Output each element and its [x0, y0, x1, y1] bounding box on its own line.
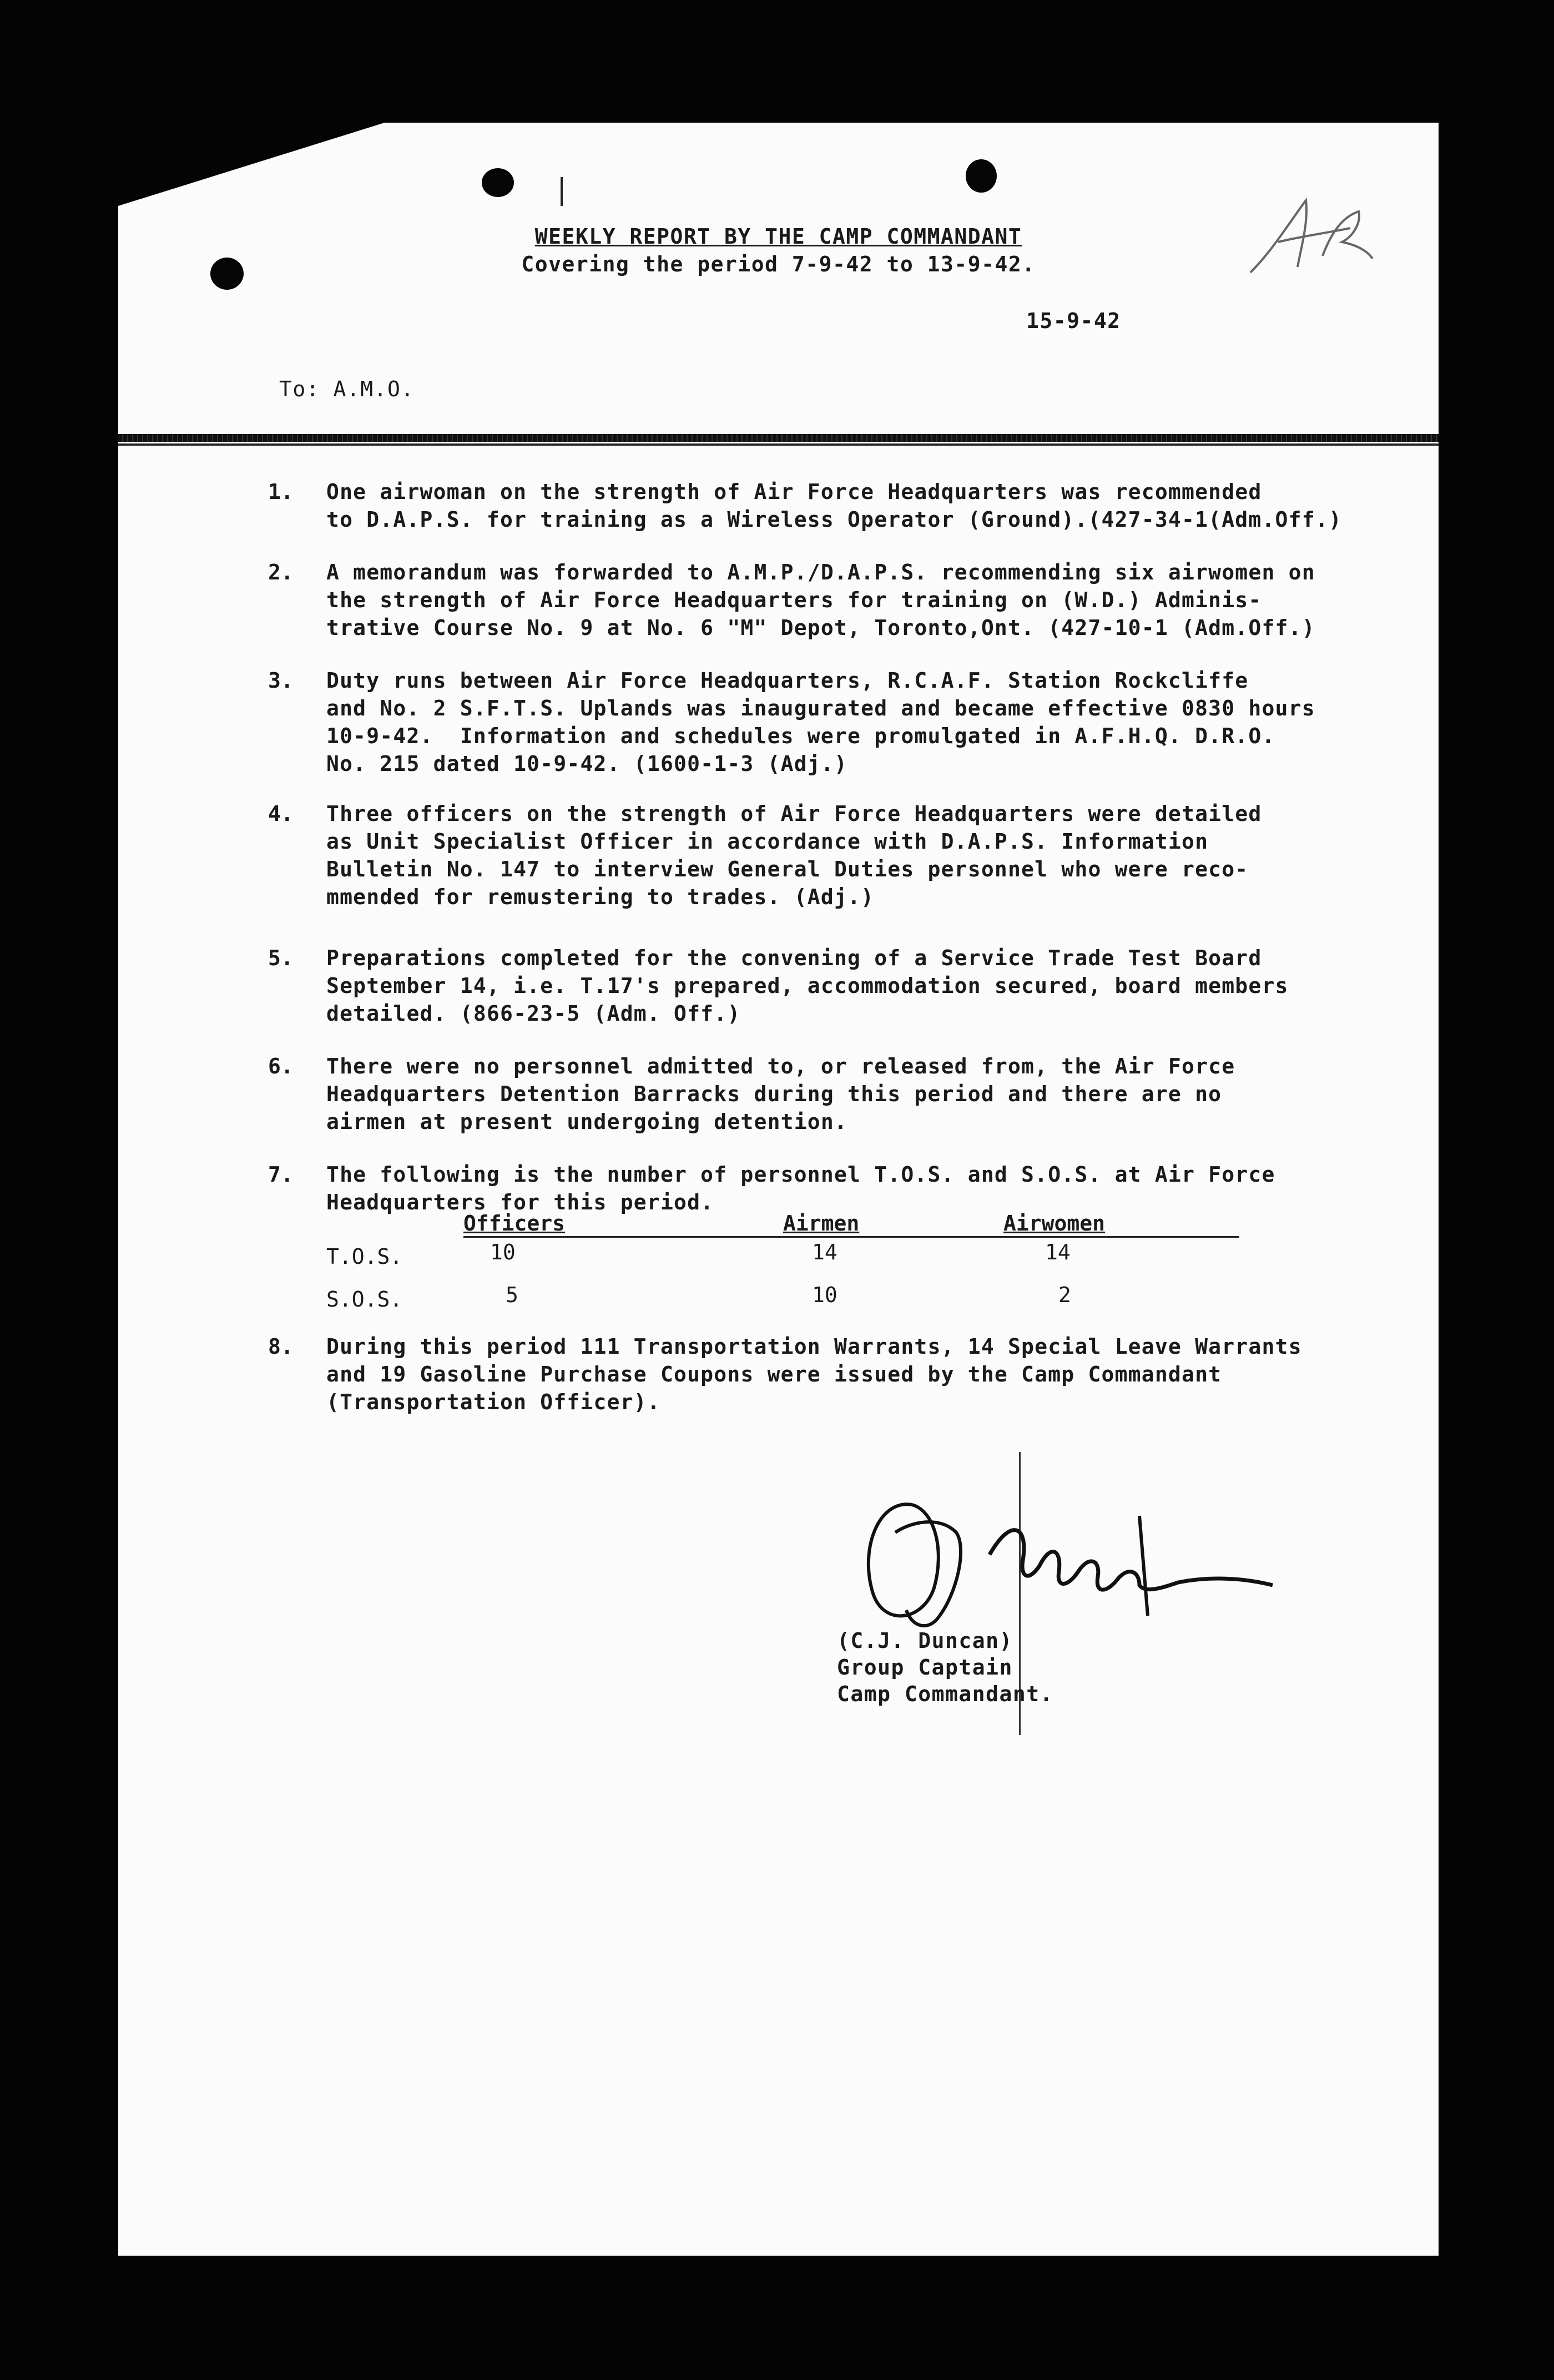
item-7-text: The following is the number of personnel T.O.S. and S.O.S. at Air Force Headquarters for this period. — [326, 1162, 1275, 1214]
tos-airmen: 14 — [812, 1240, 837, 1264]
report-date: 15-9-42 — [1026, 309, 1121, 333]
pencil-mark — [561, 177, 563, 206]
item-number: 7. — [268, 1162, 294, 1187]
item-3-text: Duty runs between Air Force Headquarters, R.C.A.F. Station Rockcliffe and No. 2 S.F.T.S. Uplands was inaugurated and became effective 0830 hours 10-9-42. Information and schedules were promulgated in A.F.H.Q. D.R.O. No. 215 dated 10-9-42. (1600-1-3 (Adj.) — [326, 668, 1315, 776]
item-number: 1. — [268, 480, 294, 504]
column-header-airmen: Airmen — [783, 1211, 860, 1236]
item-8-text: During this period 111 Transportation Warrants, 14 Special Leave Warrants and 19 Gasoline Purchase Coupons were issued by the Camp Commandant (Transportation Officer). — [326, 1334, 1302, 1414]
table-header-rule — [463, 1236, 1239, 1238]
item-1-text: One airwoman on the strength of Air Force Headquarters was recommended to D.A.P.S. for training as a Wireless Operator (Ground).(427-34-1(Adm.Off.) — [326, 480, 1342, 532]
report-period: Covering the period 7-9-42 to 13-9-42. — [521, 252, 1036, 276]
sos-airwomen: 2 — [1058, 1283, 1071, 1307]
tos-officers: 10 — [490, 1240, 516, 1264]
punch-hole-top-2 — [966, 159, 997, 193]
item-2-text: A memorandum was forwarded to A.M.P./D.A.P.S. recommending six airwomen on the strength of Air Force Headquarters for training on (W.D.) Adminis- trative Course No. 9 at No. 6 "M" Depot, Toronto,Ont. (427-10-1 (Adm.Off.) — [326, 560, 1315, 640]
item-6-text: There were no personnel admitted to, or released from, the Air Force Headquarters Detention Barracks during this period and there are no airmen at present undergoing detention. — [326, 1054, 1235, 1134]
item-number: 2. — [268, 560, 294, 584]
header-rule — [118, 434, 1439, 442]
addressee: To: A.M.O. — [279, 377, 415, 401]
header-rule-secondary — [118, 443, 1439, 446]
item-number: 3. — [268, 668, 294, 693]
sos-officers: 5 — [506, 1283, 518, 1307]
column-header-officers: Officers — [463, 1211, 566, 1236]
folded-corner — [118, 123, 385, 206]
signatory-name: (C.J. Duncan) — [837, 1628, 1013, 1653]
tos-airwomen: 14 — [1045, 1240, 1071, 1264]
punch-hole-top-1 — [482, 168, 514, 197]
document-page — [118, 123, 1439, 2256]
item-number: 8. — [268, 1334, 294, 1359]
report-title: WEEKLY REPORT BY THE CAMP COMMANDANT — [534, 224, 1022, 249]
item-number: 5. — [268, 946, 294, 970]
row-label-tos: T.O.S. — [326, 1244, 403, 1269]
signatory-rank: Group Captain — [837, 1655, 1013, 1680]
signatory-title: Camp Commandant. — [837, 1682, 1054, 1706]
sos-airmen: 10 — [812, 1283, 837, 1307]
item-4-text: Three officers on the strength of Air Force Headquarters were detailed as Unit Specialist Officer in accordance with D.A.P.S. Information Bulletin No. 147 to interview General Duties personnel who were reco- mmended for remustering to trades. (Adj.) — [326, 801, 1262, 909]
item-number: 4. — [268, 801, 294, 826]
row-label-sos: S.O.S. — [326, 1287, 403, 1312]
item-number: 6. — [268, 1054, 294, 1078]
column-header-airwomen: Airwomen — [1003, 1211, 1106, 1236]
item-5-text: Preparations completed for the convening of a Service Trade Test Board September 14, i.e. T.17's prepared, accommodation secured, board members detailed. (866-23-5 (Adm. Off.) — [326, 946, 1289, 1026]
